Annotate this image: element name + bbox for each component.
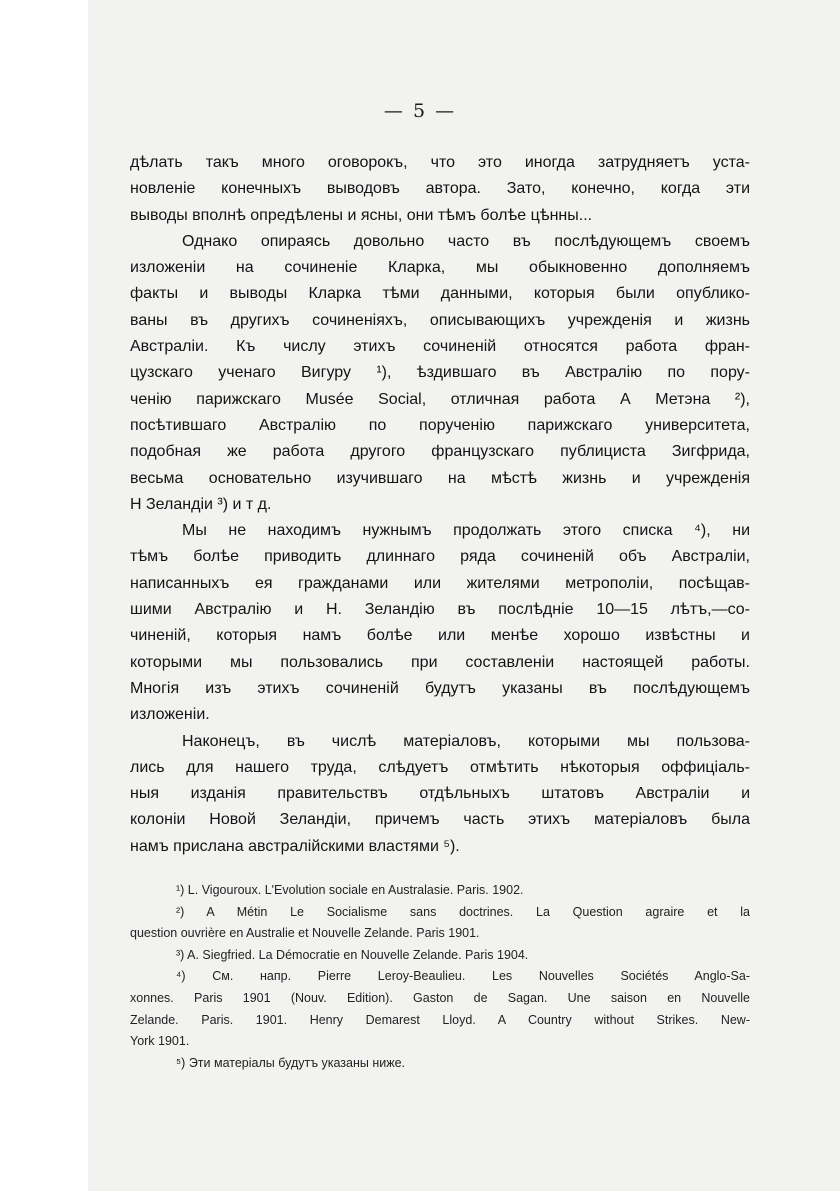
paragraph-3	[130, 518, 750, 728]
text-line: дѣлать такъ много оговорокъ, что это иногда затрудняетъ уста-	[130, 154, 750, 171]
footnote-line: ¹) L. Vigouroux. L'Evolution sociale en Australasie. Paris. 1902.	[176, 883, 524, 897]
text-line: Многія изъ этихъ сочиненій будутъ указаны въ послѣдующемъ	[130, 679, 750, 697]
text-line: ченію парижскаго Musée Social, отличная работа А Метэна ²),	[130, 390, 750, 408]
footnote-3	[130, 945, 750, 967]
paragraph-1	[130, 150, 750, 229]
text-line: новленіе конечныхъ выводовъ автора. Зато, конечно, когда эти	[130, 180, 750, 198]
text-line: тѣмъ болѣе приводить длиннаго ряда сочиненій объ Австраліи,	[130, 548, 750, 566]
footnote-line: ³) A. Siegfried. La Démocratie en Nouvelle Zelande. Paris 1904.	[176, 947, 529, 962]
text-line: подобная же работа другого французскаго публициста Зигфрида,	[130, 443, 750, 461]
footnote-1	[130, 880, 750, 902]
footnote-line: ⁴) См. напр. Pierre Leroy-Beaulieu. Les Nouvelles Sociétés Anglo-Sa-	[176, 969, 750, 984]
text-line: написанныхъ ея гражданами или жителями метрополіи, посѣщав-	[130, 574, 750, 592]
footnotes	[130, 880, 750, 1074]
text-line: намъ прислана австралійскими властями ⁵).	[130, 837, 460, 855]
text-line: весьма основательно изучившаго на мѣстѣ жизнь и учрежденія	[130, 469, 750, 487]
text-line: которыми мы пользовались при составленіи настоящей работы.	[130, 653, 750, 671]
footnote-2	[130, 902, 750, 945]
text-line: чиненій, которыя намъ болѣе или менѣе хорошо извѣстны и	[130, 627, 750, 645]
text-line: Мы не находимъ нужнымъ продолжать этого списка ⁴), ни	[182, 522, 750, 540]
text-line: шими Австралію и Н. Зеландію въ послѣдніе 10—15 лѣтъ,—со-	[130, 601, 750, 619]
text-line: цузскаго ученаго Вигуру ¹), ѣздившаго въ Австралію по пору-	[130, 364, 750, 382]
text-line: колоніи Новой Зеландіи, причемъ часть этихъ матеріаловъ была	[130, 811, 750, 829]
text-line: Австраліи. Къ числу этихъ сочиненій относятся работа фран-	[130, 338, 750, 356]
footnote-4	[130, 966, 750, 1052]
text-line: изложеніи на сочиненіе Кларка, мы обыкновенно дополняемъ	[130, 259, 750, 277]
text-line: Однако опираясь довольно часто въ послѣдующемъ своемъ	[182, 232, 750, 250]
footnote-5	[130, 1053, 750, 1075]
text-line: Н Зеландіи ³) и т д.	[130, 495, 272, 513]
text-line: факты и выводы Кларка тѣми данными, которыя были опублико-	[130, 285, 750, 303]
text-line: Наконецъ, въ числѣ матеріаловъ, которыми мы пользова-	[182, 732, 750, 750]
text-line: выводы вполнѣ опредѣлены и ясны, они тѣмъ болѣе цѣнны...	[130, 206, 593, 224]
footnote-line: ²) A Métin Le Socialisme sans doctrines. La Question agraire et la	[176, 904, 750, 919]
footnote-line: xonnes. Paris 1901 (Nouv. Edition). Gaston de Sagan. Une saison en Nouvelle	[130, 990, 750, 1005]
text-line: ныя изданія правительствъ отдѣльныхъ штатовъ Австраліи и	[130, 785, 750, 803]
footnote-line: question ouvrière en Australie et Nouvelle Zelande. Paris 1901.	[130, 926, 480, 941]
main-text	[130, 150, 750, 860]
text-line: посѣтившаго Австралію по порученію парижскаго университета,	[130, 416, 750, 434]
footnote-line: York 1901.	[130, 1034, 190, 1049]
text-line: лись для нашего труда, слѣдуетъ отмѣтить нѣкоторыя оффиціаль-	[130, 758, 750, 776]
paragraph-4	[130, 729, 750, 860]
page-number: — 5 —	[383, 100, 457, 122]
footnote-line: Zelande. Paris. 1901. Henry Demarest Lloyd. A Country without Strikes. New-	[130, 1012, 750, 1027]
footnote-line: ⁵) Эти матеріалы будутъ указаны ниже.	[176, 1055, 406, 1070]
paragraph-2	[130, 229, 750, 518]
text-line: изложеніи.	[130, 706, 210, 724]
text-line: ваны въ другихъ сочиненіяхъ, описывающихъ учрежденія и жизнь	[130, 311, 750, 329]
